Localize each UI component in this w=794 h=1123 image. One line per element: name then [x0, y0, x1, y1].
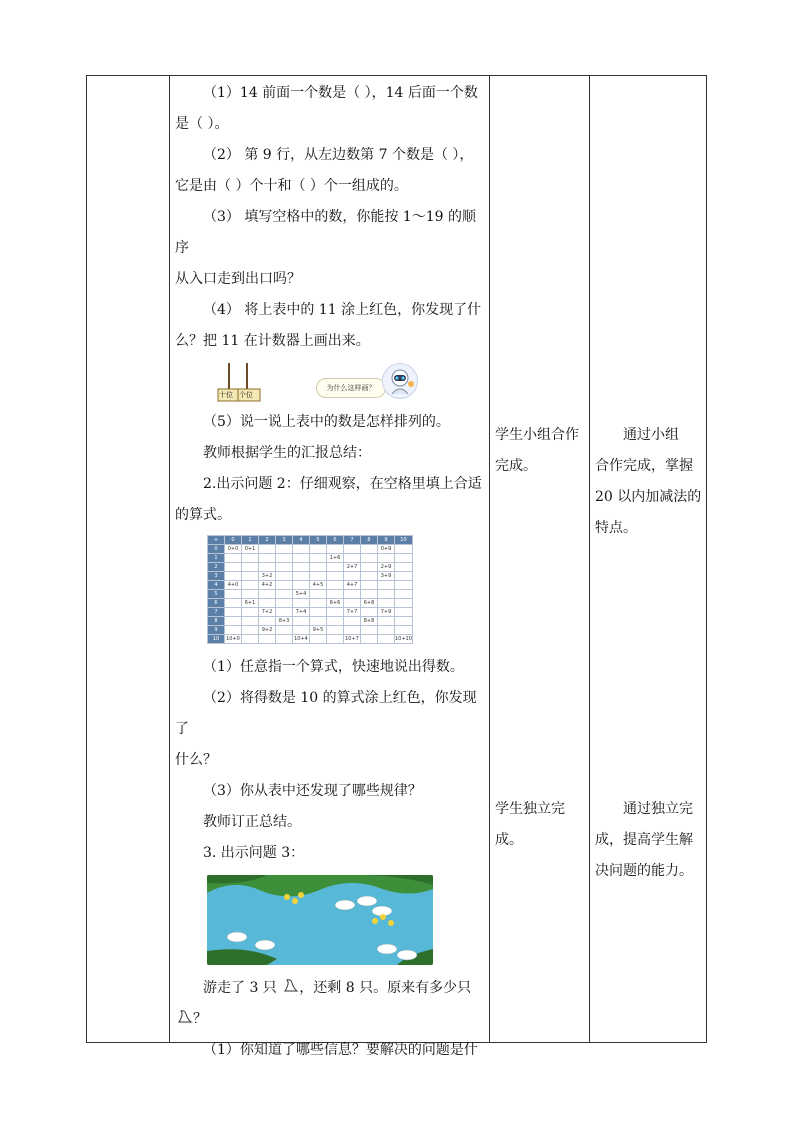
table-cell	[378, 599, 395, 608]
table-cell	[225, 626, 242, 635]
table-header-cell: 1	[242, 536, 259, 545]
table-cell	[344, 572, 361, 581]
table-cell	[378, 554, 395, 563]
table-cell	[225, 608, 242, 617]
intent-text: 特点。	[595, 520, 637, 536]
design-intent-cell	[595, 420, 703, 544]
tens-label: 十位	[219, 391, 233, 399]
table-header-cell: 8	[361, 536, 378, 545]
table-cell	[344, 626, 361, 635]
question-line: （1）任意指一个算式，快速地说出得数。	[203, 659, 464, 675]
table-cell	[242, 617, 259, 626]
table-cell: 6+8	[361, 599, 378, 608]
intent-text: 通过独立完	[623, 801, 693, 817]
table-cell	[225, 563, 242, 572]
student-activity-cell	[495, 794, 589, 856]
table-cell: 9+2	[259, 626, 276, 635]
table-row	[208, 545, 413, 554]
table-cell	[378, 626, 395, 635]
table-cell: 0+0	[225, 545, 242, 554]
activity-text: 学生小组合作	[495, 427, 579, 443]
table-cell: 0+9	[378, 545, 395, 554]
column-divider	[169, 76, 170, 1042]
table-cell	[395, 617, 413, 626]
summary-line: 教师订正总结。	[203, 814, 301, 830]
table-cell: 7+4	[293, 608, 310, 617]
table-cell	[310, 545, 327, 554]
table-cell	[310, 599, 327, 608]
table-cell	[276, 599, 293, 608]
question-line: （5）说一说上表中的数是怎样排列的。	[203, 414, 450, 430]
column-divider	[489, 76, 490, 1042]
table-cell	[276, 635, 293, 644]
intent-text: 20 以内加减法的	[595, 489, 702, 505]
table-header-cell: 4	[293, 536, 310, 545]
table-cell: 8	[208, 617, 225, 626]
column-divider	[589, 76, 590, 1042]
lesson-table	[86, 75, 707, 1058]
question-line: 是（ ）。	[175, 116, 229, 132]
table-row	[208, 563, 413, 572]
table-cell: 2+7	[344, 563, 361, 572]
table-cell: 8+3	[276, 617, 293, 626]
table-row	[208, 554, 413, 563]
table-row	[208, 599, 413, 608]
table-cell	[361, 572, 378, 581]
table-header-row	[208, 536, 413, 545]
table-cell	[344, 617, 361, 626]
table-cell	[361, 545, 378, 554]
question-text: 游走了 3 只	[203, 980, 277, 996]
table-cell: 8+8	[361, 617, 378, 626]
table-cell	[395, 563, 413, 572]
table-header-cell: 9	[378, 536, 395, 545]
table-row	[208, 581, 413, 590]
teaching-content-cell	[175, 76, 487, 1066]
table-header-cell: 6	[327, 536, 344, 545]
table-header-cell: 2	[259, 536, 276, 545]
table-cell	[395, 608, 413, 617]
table-cell	[395, 572, 413, 581]
table-cell	[361, 590, 378, 599]
table-cell	[395, 545, 413, 554]
table-cell	[242, 626, 259, 635]
table-cell: 7+7	[344, 608, 361, 617]
table-cell	[259, 554, 276, 563]
table-cell	[327, 545, 344, 554]
table-cell: 10+4	[294, 636, 308, 642]
intent-text: 合作完成，掌握	[595, 458, 693, 474]
table-cell	[259, 635, 276, 644]
table-row	[208, 617, 413, 626]
table-row	[208, 572, 413, 581]
swan-pond-image	[207, 875, 433, 965]
table-cell: 4+0	[225, 581, 242, 590]
table-cell	[293, 545, 310, 554]
table-cell	[310, 572, 327, 581]
counter-illustration	[175, 359, 487, 407]
table-cell	[361, 626, 378, 635]
summary-line: 教师根据学生的汇报总结：	[203, 445, 371, 461]
question-line: （3） 填写空格中的数，你能按 1～19 的顺序	[175, 209, 476, 256]
table-cell	[225, 599, 242, 608]
table-cell	[310, 635, 327, 644]
table-cell	[242, 572, 259, 581]
question-line: （2）将得数是 10 的算式涂上红色，你发现了	[175, 690, 477, 737]
table-cell	[395, 599, 413, 608]
table-row	[208, 635, 413, 644]
question-line: 2.出示问题 2：仔细观察，在空格里填上合适	[203, 476, 482, 492]
table-cell	[344, 599, 361, 608]
swan-icon	[175, 1008, 193, 1026]
table-cell	[327, 581, 344, 590]
table-cell: 3+9	[378, 572, 395, 581]
table-cell: 1+6	[327, 554, 344, 563]
table-cell: 9+5	[310, 626, 327, 635]
table-header-cell: +	[208, 536, 225, 545]
table-cell: 2+9	[378, 563, 395, 572]
table-cell	[225, 590, 242, 599]
table-header-cell: 0	[225, 536, 242, 545]
table-cell	[327, 617, 344, 626]
table-cell	[242, 635, 259, 644]
table-cell	[361, 554, 378, 563]
intent-text: 决问题的能力。	[595, 863, 693, 879]
table-cell	[293, 617, 310, 626]
table-cell: 5+4	[293, 590, 310, 599]
table-cell: 7+9	[378, 608, 395, 617]
question-text: ？	[193, 1011, 207, 1027]
table-row	[208, 590, 413, 599]
table-cell: 6+1	[242, 599, 259, 608]
question-line: 的算式。	[175, 507, 231, 523]
table-cell	[327, 635, 344, 644]
table-cell	[327, 608, 344, 617]
table-cell	[327, 626, 344, 635]
table-cell	[242, 563, 259, 572]
speech-bubble: 为什么这样画？	[316, 378, 386, 398]
table-cell	[225, 572, 242, 581]
table-cell: 5	[208, 590, 225, 599]
student-activity-cell	[495, 420, 589, 482]
table-cell	[344, 545, 361, 554]
table-cell	[395, 581, 413, 590]
addition-table	[207, 535, 413, 644]
table-cell	[276, 563, 293, 572]
table-cell: 6+6	[327, 599, 344, 608]
swan-icon	[281, 977, 299, 995]
table-cell	[293, 599, 310, 608]
table-cell	[225, 617, 242, 626]
table-row	[208, 608, 413, 617]
question-line	[175, 1004, 487, 1035]
table-row	[208, 626, 413, 635]
table-cell	[293, 563, 310, 572]
question-line: （3）你从表中还发现了哪些规律？	[203, 783, 422, 799]
question-text: ，还剩 8 只。原来有多少只	[299, 980, 472, 996]
ones-label: 个位	[239, 391, 253, 399]
table-cell: 10+10	[395, 636, 412, 642]
table-cell	[259, 617, 276, 626]
table-cell	[327, 563, 344, 572]
table-cell: 10+7	[345, 636, 359, 642]
table-cell	[293, 572, 310, 581]
table-cell: 0	[208, 545, 225, 554]
table-cell	[310, 563, 327, 572]
table-cell	[276, 545, 293, 554]
question-line: （4） 将上表中的 11 涂上红色，你发现了什	[203, 302, 482, 318]
table-cell	[327, 572, 344, 581]
table-cell: 6	[208, 599, 225, 608]
table-cell	[344, 554, 361, 563]
table-cell: 4+2	[259, 581, 276, 590]
table-cell	[242, 581, 259, 590]
table-cell	[361, 563, 378, 572]
table-header-cell: 3	[276, 536, 293, 545]
table-cell	[276, 572, 293, 581]
question-line	[175, 973, 487, 1004]
table-cell: 1	[208, 554, 225, 563]
question-line: （1）14 前面一个数是（ ），14 后面一个数	[203, 85, 478, 101]
table-cell	[395, 590, 413, 599]
table-cell	[378, 581, 395, 590]
table-cell	[293, 554, 310, 563]
intent-text: 通过小组	[623, 427, 679, 443]
table-cell	[225, 554, 242, 563]
table-cell: 7	[208, 608, 225, 617]
table-cell: 4	[208, 581, 225, 590]
question-line: 么？把 11 在计数器上画出来。	[175, 333, 370, 349]
table-cell: 0+1	[242, 545, 259, 554]
table-cell	[242, 590, 259, 599]
question-line: 从入口走到出口吗？	[175, 271, 301, 287]
table-cell	[395, 554, 413, 563]
question-line: 它是由（ ）个十和（ ）个一组成的。	[175, 178, 408, 194]
table-cell	[310, 590, 327, 599]
table-cell: 10	[208, 635, 225, 644]
table-cell	[276, 590, 293, 599]
table-cell	[361, 581, 378, 590]
table-header-cell: 5	[310, 536, 327, 545]
table-cell: 4+5	[310, 581, 327, 590]
activity-text: 完成。	[495, 458, 537, 474]
question-line: （2） 第 9 行，从左边数第 7 个数是（ ），	[203, 147, 474, 163]
table-cell	[276, 554, 293, 563]
table-cell	[242, 608, 259, 617]
table-cell	[293, 581, 310, 590]
activity-text: 学生独立完成。	[495, 801, 565, 848]
table-cell	[259, 563, 276, 572]
table-cell	[276, 581, 293, 590]
table-cell: 10+0	[226, 636, 240, 642]
table-header-cell: 7	[344, 536, 361, 545]
table-cell	[276, 626, 293, 635]
intent-text: 成，提高学生解	[595, 832, 693, 848]
table-cell	[378, 635, 395, 644]
table-cell	[395, 626, 413, 635]
question-line: 什么？	[175, 752, 217, 768]
table-cell	[276, 608, 293, 617]
table-cell	[259, 590, 276, 599]
table-cell	[242, 554, 259, 563]
robot-icon	[382, 363, 418, 399]
table-cell	[378, 617, 395, 626]
table-cell	[378, 590, 395, 599]
table-cell: 3	[208, 572, 225, 581]
table-cell	[361, 635, 378, 644]
table-cell: 4+7	[344, 581, 361, 590]
question-line: 3. 出示问题 3：	[203, 845, 305, 861]
table-cell	[310, 608, 327, 617]
table-cell	[310, 554, 327, 563]
table-cell	[327, 590, 344, 599]
table-cell: 7+2	[259, 608, 276, 617]
design-intent-cell	[595, 794, 703, 887]
table-cell: 9	[208, 626, 225, 635]
table-cell	[259, 599, 276, 608]
table-header-cell: 10	[395, 536, 413, 545]
table-cell	[344, 590, 361, 599]
table-cell: 3+2	[259, 572, 276, 581]
table-cell: 2	[208, 563, 225, 572]
table-cell	[259, 545, 276, 554]
table-cell	[310, 617, 327, 626]
question-line: （1）你知道了哪些信息？要解决的问题是什	[203, 1042, 478, 1058]
table-cell	[361, 608, 378, 617]
table-cell	[293, 626, 310, 635]
